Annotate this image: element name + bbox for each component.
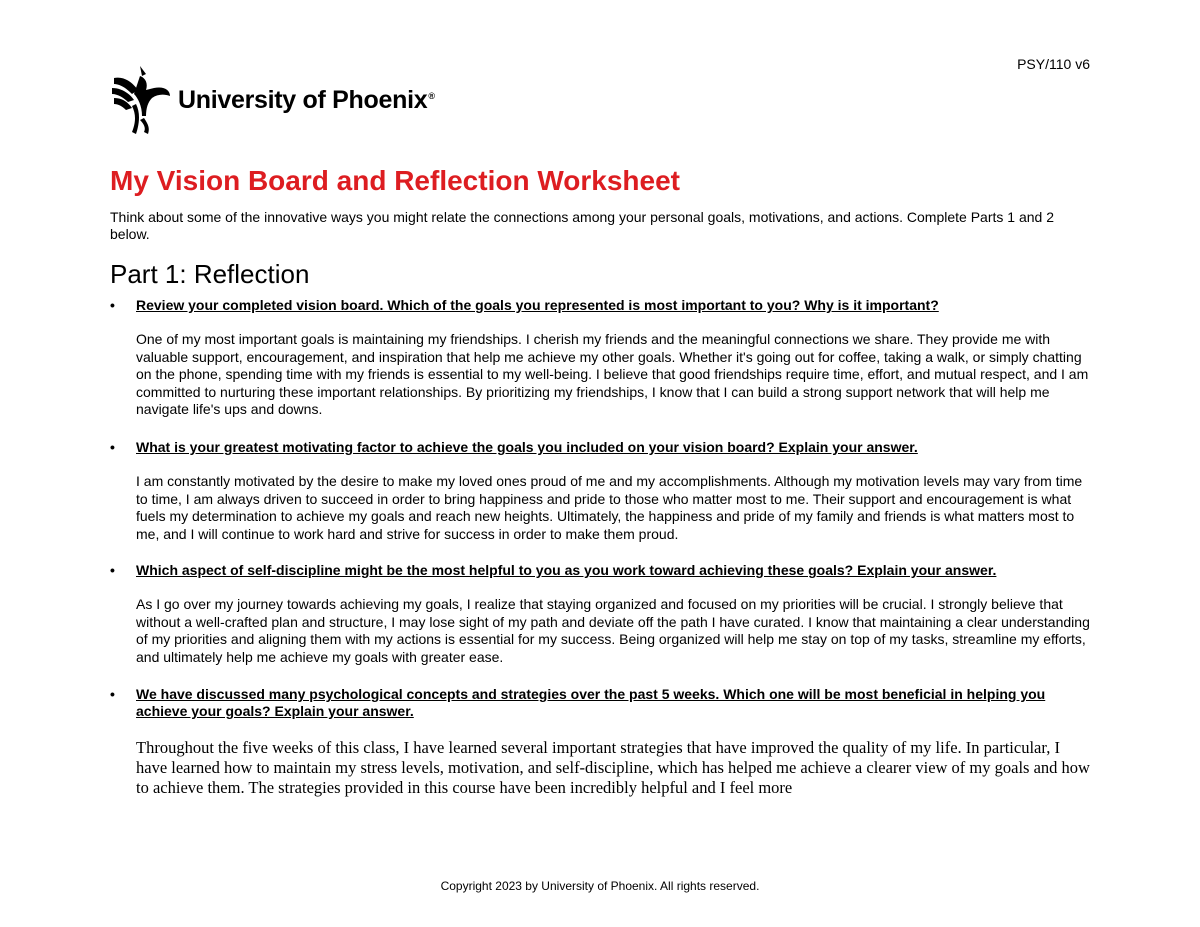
course-code: PSY/110 v6: [1017, 56, 1090, 72]
logo-wordmark: University of Phoenix®: [178, 85, 435, 114]
intro-text: Think about some of the innovative ways you might relate the connections among your personal goals, motivations, and actions. Complete Parts 1 and 2 below.: [110, 209, 1054, 242]
question-text: • Review your completed vision board. Which of the goals you represented is most important to you? Why is it important?: [110, 297, 939, 313]
answer-text: As I go over my journey towards achieving my goals, I realize that staying organized and focused on my priorities will be crucial. I strongly believe that without a well-crafted plan and structure, I may lose sight of my path and deviate off the path I have curated. I know that maintaining a clear understanding of my priorities and aligning them with my actions is essential for my success. Being organized will help me stay on top of my tasks, streamline my efforts, and ultimately help me achieve my goals with greater ease.: [136, 596, 1090, 665]
question-text: • What is your greatest motivating factor to achieve the goals you included on your vision board? Explain your answer.: [110, 439, 918, 455]
page-title: My Vision Board and Reflection Worksheet: [110, 165, 680, 196]
bullet-icon: •: [110, 562, 115, 578]
answer-text: One of my most important goals is maintaining my friendships. I cherish my friends and the meaningful connections we share. They provide me with valuable support, encouragement, and inspiration that help me achieve my other goals. Whether it's going out for coffee, taking a walk, or simply chatting on the phone, spending time with my friends is essential to my well-being. I believe that good friendships require time, effort, and mutual respect, and I am committed to nurturing these important relationships. By prioritizing my friendships, I know that I can build a strong support network that will help me navigate life's ups and downs.: [136, 331, 1089, 418]
question-item-3: [110, 562, 1095, 666]
question-item-2: [110, 439, 1095, 543]
bullet-icon: •: [110, 297, 115, 313]
question-text: • We have discussed many psychological concepts and strategies over the past 5 weeks. Which one will be most beneficial in helping you achieve your goals? Explain your answer.: [110, 686, 1046, 719]
bullet-icon: •: [110, 686, 115, 702]
part1-heading: Part 1: Reflection: [110, 259, 310, 289]
footer-copyright: Copyright 2023 by University of Phoenix. All rights reserved.: [440, 879, 760, 893]
phoenix-bird-icon: [110, 64, 172, 136]
question-text: • Which aspect of self-discipline might be the most helpful to you as you work toward achieving these goals? Explain your answer.: [110, 562, 997, 578]
university-logo: [110, 64, 435, 136]
answer-text: I am constantly motivated by the desire to make my loved ones proud of me and my accomplishments. Although my motivation levels may vary from time to time, I am always driven to succeed in order to bring happiness and pride to those who matter most to me. Their support and encouragement is what fuels my determination to achieve my goals and reach new heights. Ultimately, the happiness and pride of my family and friends is what matters most to me, and I will continue to work hard and strive for success in order to make them proud.: [136, 473, 1083, 542]
bullet-icon: •: [110, 439, 115, 455]
answer-text: Throughout the five weeks of this class, I have learned several important strategies that have improved the quality of my life. In particular, I have learned how to maintain my stress levels, motivation, and self-discipline, which has helped me achieve a clearer view of my goals and how to achieve them. The strategies provided in this course have been incredibly helpful and I feel more: [136, 738, 1090, 797]
question-item-4: [110, 686, 1095, 798]
question-item-1: [110, 297, 1095, 419]
